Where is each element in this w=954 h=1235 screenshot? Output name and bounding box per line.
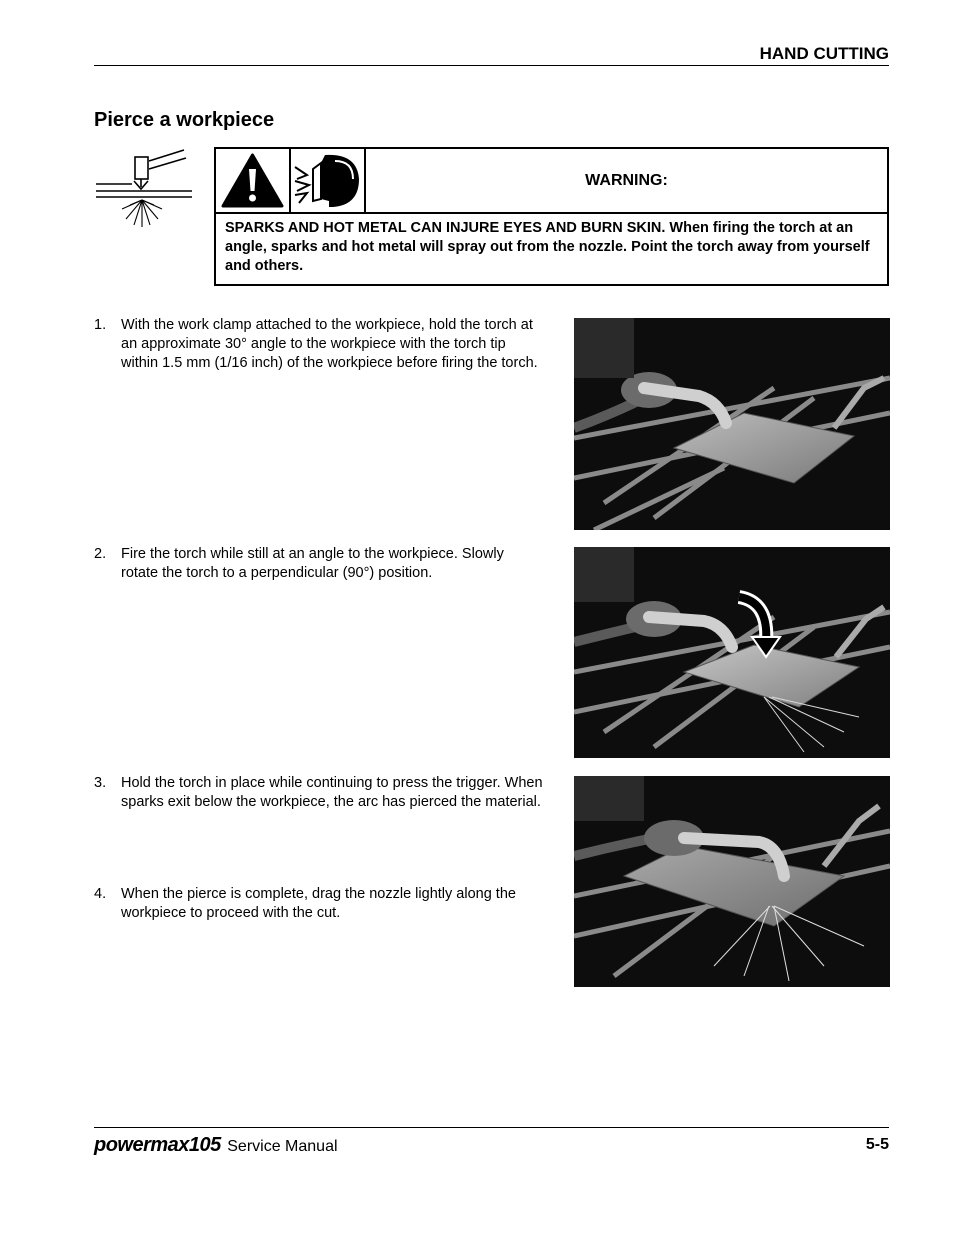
photo-torch-rotating <box>574 547 890 758</box>
step-number: 4. <box>94 886 107 902</box>
header-rule <box>94 65 889 66</box>
warning-triangle-icon <box>216 149 291 212</box>
warning-divider <box>216 212 887 214</box>
face-shield-icon <box>291 149 366 212</box>
step-text: When the pierce is complete, drag the nozzle lightly along the workpiece to proceed with the cut. <box>121 886 516 921</box>
step-text: With the work clamp attached to the workpiece, hold the torch at an approximate 30° angle to the workpiece with the torch tip within 1.5 mm (1/16 inch) of the workpiece before firing the torch. <box>121 317 538 371</box>
photo-torch-piercing <box>574 776 890 987</box>
torch-sparks-icon <box>94 147 194 232</box>
page-number: 5-5 <box>865 1136 889 1153</box>
step-number: 2. <box>94 546 107 562</box>
warning-box <box>214 147 889 286</box>
section-header: HAND CUTTING <box>759 44 889 63</box>
step-number: 3. <box>94 775 107 791</box>
step-text: Hold the torch in place while continuing to press the trigger. When sparks exit below the workpiece, the arc has pierced the material. <box>121 775 543 810</box>
warning-text: SPARKS AND HOT METAL CAN INJURE EYES AND BURN SKIN. When firing the torch at an angle, sparks and hot metal will spray out from the nozzle. Point the torch away from yourself and others. <box>225 220 870 274</box>
brand-logo: powermax105 <box>94 1134 221 1156</box>
step-number: 1. <box>94 317 107 333</box>
footer-rule <box>94 1127 889 1128</box>
page-title: Pierce a workpiece <box>94 109 275 131</box>
warning-title: WARNING: <box>585 172 668 189</box>
step-text: Fire the torch while still at an angle to the workpiece. Slowly rotate the torch to a perpendicular (90°) position. <box>121 546 504 581</box>
footer-brand-line <box>94 1134 338 1157</box>
photo-torch-angled <box>574 318 890 530</box>
manual-label: Service Manual <box>227 1138 338 1155</box>
